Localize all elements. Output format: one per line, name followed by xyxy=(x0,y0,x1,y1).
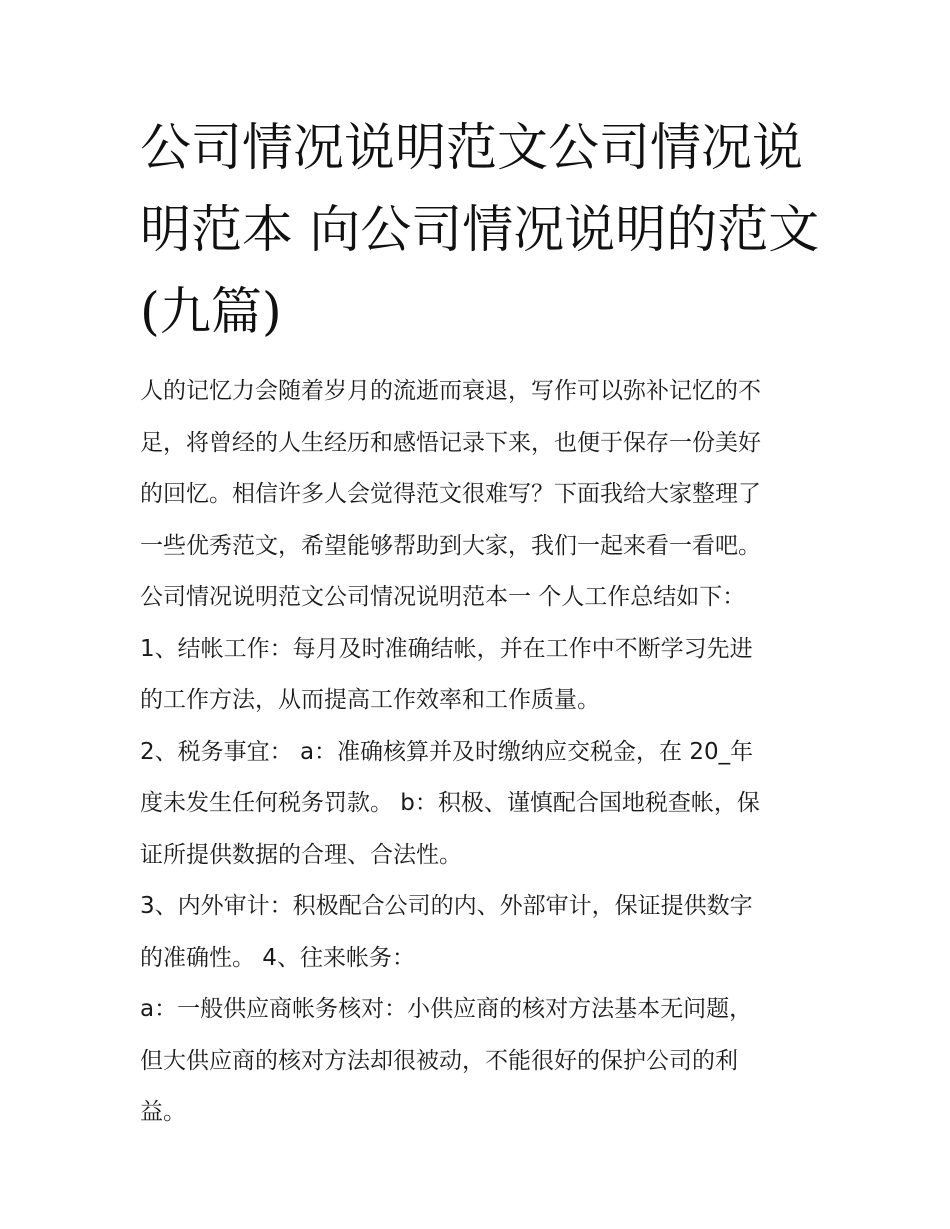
body-line: 3、内外审计：积极配合公司的内、外部审计，保证提供数字 xyxy=(140,893,753,919)
body-line: 度未发生任何税务罚款。 b：积极、谨慎配合国地税查帐，保 xyxy=(140,790,760,816)
document-body xyxy=(140,366,820,1139)
body-line: 足，将曾经的人生经历和感悟记录下来，也便于保存一份美好 xyxy=(140,429,761,456)
body-line: 益。 xyxy=(140,1099,186,1125)
body-line: 的准确性。 4、往来帐务： xyxy=(140,944,415,971)
title-line: 明范本 向公司情况说明的范文 xyxy=(140,201,820,260)
body-line: 的工作方法，从而提高工作效率和工作质量。 xyxy=(140,687,600,713)
body-line: 的回忆。相信许多人会觉得范文很难写？下面我给大家整理了 xyxy=(140,481,761,507)
body-line: 公司情况说明范文公司情况说明范本一 个人工作总结如下： xyxy=(140,584,746,610)
body-line: a：一般供应商帐务核对：小供应商的核对方法基本无问题， xyxy=(140,996,753,1022)
document-title xyxy=(140,108,820,354)
title-line: 公司情况说明范文公司情况说 xyxy=(140,119,804,178)
title-line: (九篇) xyxy=(140,283,282,342)
document-page xyxy=(140,108,820,1139)
body-line: 1、结帐工作：每月及时准确结帐，并在工作中不断学习先进 xyxy=(140,635,753,662)
body-line: 人的记忆力会随着岁月的流逝而衰退，写作可以弥补记忆的不 xyxy=(140,378,761,404)
body-line: 但大供应商的核对方法却很被动，不能很好的保护公司的利 xyxy=(140,1047,738,1074)
body-line: 证所提供数据的合理、合法性。 xyxy=(140,841,462,868)
body-line: 一些优秀范文，希望能够帮助到大家，我们一起来看一看吧。 xyxy=(140,532,761,559)
body-line: 2、税务事宜： a：准确核算并及时缴纳应交税金，在 20_年 xyxy=(140,738,754,765)
